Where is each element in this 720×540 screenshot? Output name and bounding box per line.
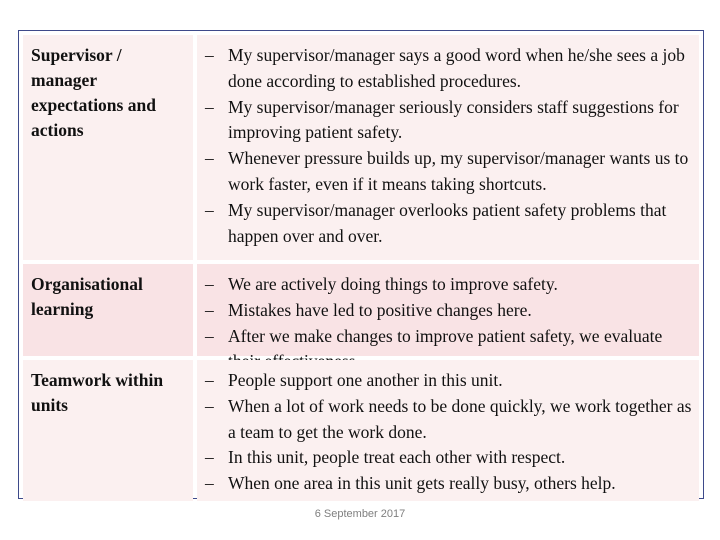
list-item <box>205 368 693 394</box>
list-item <box>205 43 693 95</box>
item-text: When a lot of work needs to be done quickly, we work together as a team to get the work done. <box>228 395 692 442</box>
table-row-supervisor <box>23 35 699 260</box>
item-text: When one area in this unit gets really busy, others help. <box>228 473 616 494</box>
dash-bullet: – <box>205 395 214 416</box>
category-cell: Supervisor / manager expectations and actions <box>23 35 193 260</box>
safety-culture-table <box>23 35 699 501</box>
dash-bullet: – <box>205 274 214 294</box>
item-text: Mistakes have led to positive changes here. <box>228 299 532 320</box>
table-row-teamwork <box>23 360 699 501</box>
list-item <box>205 471 693 497</box>
item-text: Whenever pressure builds up, my supervisor/manager wants us to work faster, even if it means taking shortcuts. <box>228 148 689 194</box>
dash-bullet: – <box>205 447 214 468</box>
items-cell <box>197 35 699 260</box>
category-cell: Organisational learning <box>23 264 193 356</box>
item-text: People support one another in this unit. <box>228 370 503 390</box>
dash-bullet: – <box>205 299 214 320</box>
item-text: After we make changes to improve patient safety, we evaluate <box>228 325 663 346</box>
list-item <box>205 198 693 250</box>
footer-date: 6 September 2017 <box>314 508 406 520</box>
category-cell: Teamwork within units <box>23 360 193 501</box>
item-text: My supervisor/manager says a good word when he/she sees a job done according to established procedures. <box>228 45 685 91</box>
list-item <box>205 445 693 471</box>
dash-bullet: – <box>205 96 214 117</box>
list-item <box>205 146 693 198</box>
list-item <box>205 272 693 298</box>
item-text: My supervisor/manager seriously considers staff suggestions for improving patient safety. <box>228 96 679 143</box>
dash-bullet: – <box>205 370 214 390</box>
item-text: My supervisor/manager overlooks patient safety problems that happen over and over. <box>228 199 667 246</box>
items-cell <box>197 360 699 501</box>
dash-bullet: – <box>205 325 214 346</box>
items-cell <box>197 264 699 356</box>
list-item <box>205 95 693 147</box>
dash-bullet: – <box>205 199 214 220</box>
list-item <box>205 394 693 446</box>
item-text: We are actively doing things to improve safety. <box>228 274 558 294</box>
list-item <box>205 298 693 324</box>
dash-bullet: – <box>205 473 214 494</box>
dash-bullet: – <box>205 148 214 169</box>
item-text: In this unit, people treat each other with respect. <box>228 447 566 468</box>
slide-frame <box>18 30 704 499</box>
dash-bullet: – <box>205 45 214 65</box>
table-row-learning <box>23 264 699 356</box>
